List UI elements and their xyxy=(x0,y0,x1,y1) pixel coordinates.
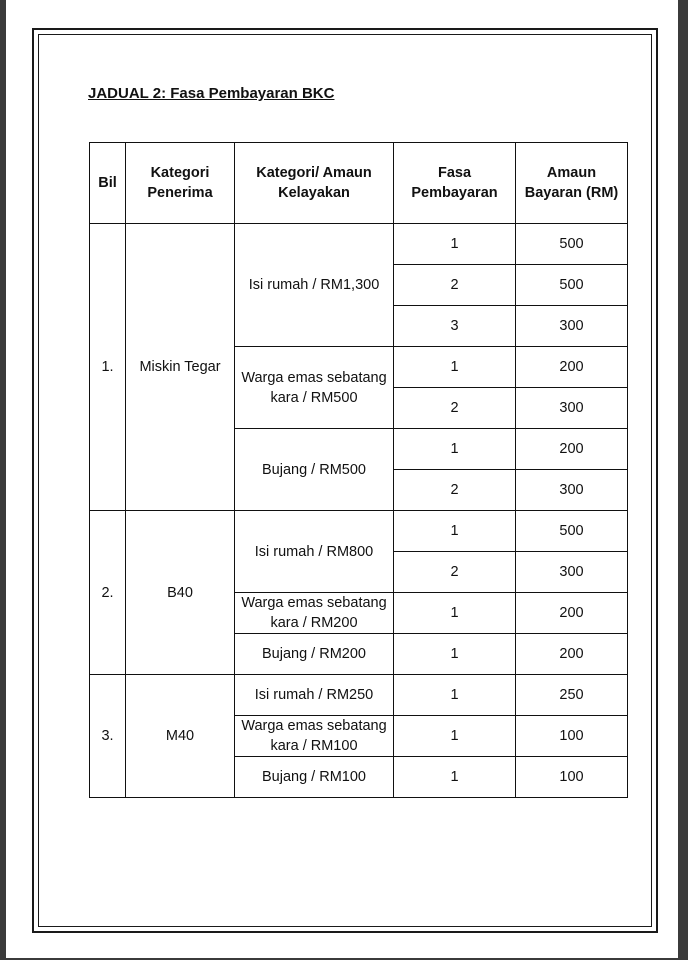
cell-amaun: 100 xyxy=(516,757,628,798)
cell-kategori-penerima: M40 xyxy=(126,675,235,798)
cell-bil: 3. xyxy=(90,675,126,798)
cell-amaun: 300 xyxy=(516,388,628,429)
cell-kategori-amaun: Warga emas sebatang kara / RM200 xyxy=(235,593,394,634)
table-row xyxy=(90,675,628,716)
cell-kategori-penerima: B40 xyxy=(126,511,235,675)
cell-kategori-amaun: Warga emas sebatang kara / RM500 xyxy=(235,347,394,429)
table-row xyxy=(90,511,628,552)
cell-fasa: 1 xyxy=(394,634,516,675)
header-kategori-amaun: Kategori/ Amaun Kelayakan xyxy=(235,143,394,224)
cell-fasa: 2 xyxy=(394,552,516,593)
cell-amaun: 300 xyxy=(516,552,628,593)
cell-amaun: 300 xyxy=(516,470,628,511)
cell-kategori-amaun: Isi rumah / RM1,300 xyxy=(235,224,394,347)
cell-fasa: 1 xyxy=(394,429,516,470)
header-row xyxy=(90,143,628,224)
cell-amaun: 250 xyxy=(516,675,628,716)
header-bil: Bil xyxy=(90,143,126,224)
cell-amaun: 100 xyxy=(516,716,628,757)
cell-amaun: 300 xyxy=(516,306,628,347)
cell-amaun: 200 xyxy=(516,429,628,470)
cell-fasa: 1 xyxy=(394,347,516,388)
cell-amaun: 200 xyxy=(516,634,628,675)
cell-fasa: 1 xyxy=(394,675,516,716)
cell-kategori-amaun: Bujang / RM200 xyxy=(235,634,394,675)
payment-phase-table xyxy=(89,142,628,798)
header-kategori-penerima: Kategori Penerima xyxy=(126,143,235,224)
cell-fasa: 2 xyxy=(394,388,516,429)
cell-amaun: 200 xyxy=(516,593,628,634)
cell-fasa: 3 xyxy=(394,306,516,347)
cell-kategori-amaun: Isi rumah / RM250 xyxy=(235,675,394,716)
cell-kategori-penerima: Miskin Tegar xyxy=(126,224,235,511)
table-body xyxy=(90,224,628,798)
cell-amaun: 200 xyxy=(516,347,628,388)
table-row xyxy=(90,224,628,265)
table-title: JADUAL 2: Fasa Pembayaran BKC xyxy=(88,85,335,102)
cell-amaun: 500 xyxy=(516,511,628,552)
cell-fasa: 2 xyxy=(394,470,516,511)
cell-fasa: 1 xyxy=(394,224,516,265)
cell-bil: 1. xyxy=(90,224,126,511)
header-fasa: Fasa Pembayaran xyxy=(394,143,516,224)
cell-fasa: 1 xyxy=(394,716,516,757)
cell-amaun: 500 xyxy=(516,265,628,306)
document-page xyxy=(6,0,678,958)
cell-amaun: 500 xyxy=(516,224,628,265)
cell-kategori-amaun: Isi rumah / RM800 xyxy=(235,511,394,593)
cell-bil: 2. xyxy=(90,511,126,675)
cell-kategori-amaun: Warga emas sebatang kara / RM100 xyxy=(235,716,394,757)
cell-fasa: 1 xyxy=(394,757,516,798)
cell-fasa: 2 xyxy=(394,265,516,306)
header-amaun: Amaun Bayaran (RM) xyxy=(516,143,628,224)
cell-kategori-amaun: Bujang / RM100 xyxy=(235,757,394,798)
cell-kategori-amaun: Bujang / RM500 xyxy=(235,429,394,511)
cell-fasa: 1 xyxy=(394,511,516,552)
cell-fasa: 1 xyxy=(394,593,516,634)
